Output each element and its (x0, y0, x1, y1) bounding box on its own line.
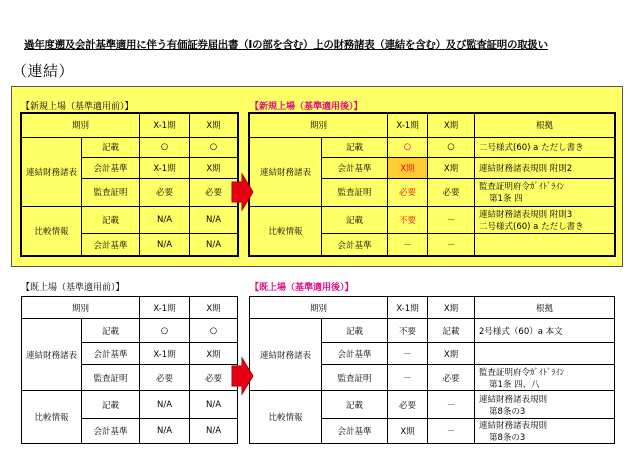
cell-x1: 必要 (140, 178, 190, 206)
cell-x: X期 (190, 158, 238, 179)
header-x: X期 (190, 114, 238, 138)
cell-x: － (428, 234, 475, 256)
listed-before-table (21, 296, 238, 444)
cell-basis (475, 365, 615, 391)
row-item: 監査証明 (82, 365, 140, 391)
cell-x: ○ (190, 137, 238, 158)
row-item: 記載 (322, 137, 388, 158)
listed-after-table (249, 296, 615, 444)
header-x1: X-1期 (388, 297, 428, 319)
cell-x: 必要 (428, 178, 475, 206)
listed-before-label: 【既上場（基準適用前）】 (21, 283, 125, 293)
header-x: X期 (190, 297, 238, 319)
table-row (22, 137, 238, 158)
basis-line-2: 第8条の3 (489, 433, 526, 443)
cell-x1: ○ (140, 319, 190, 343)
header-period: 期別 (22, 114, 140, 138)
cell-basis (475, 419, 615, 444)
cell-basis: 連結財務諸表規則 附則2 (475, 158, 615, 179)
basis-line-1: 連結財務諸表規則 (479, 394, 548, 405)
group-label: 比較情報 (250, 391, 322, 444)
cell-x: 記載 (428, 319, 475, 343)
table-header-row (250, 114, 615, 138)
cell-x1: 必要 (388, 178, 428, 206)
basis-line-2: 第1条 四、八 (489, 379, 540, 390)
cell-x1: 必要 (388, 391, 428, 419)
cell-x: ○ (428, 137, 475, 158)
header-x1: X-1期 (140, 297, 190, 319)
basis-line-1: 監査証明府令ｶﾞｲﾄﾞﾗｲﾝ (479, 367, 565, 378)
group-label: 連結財務諸表 (22, 319, 82, 391)
cell-x: X期 (190, 343, 238, 365)
row-item: 会計基準 (322, 343, 388, 365)
cell-x1: X-1期 (140, 158, 190, 179)
row-item: 記載 (82, 206, 140, 234)
cell-x1-highlight: X期 (388, 158, 428, 179)
table-header-row (250, 297, 615, 319)
header-period: 期別 (250, 114, 388, 138)
group-label: 比較情報 (22, 206, 82, 255)
cell-x: N/A (190, 419, 238, 444)
row-item: 会計基準 (82, 419, 140, 444)
table-row (22, 319, 238, 343)
cell-x: X期 (428, 343, 475, 365)
right-arrow-icon (230, 172, 254, 212)
cell-x: N/A (190, 206, 238, 234)
table-header-row (22, 297, 238, 319)
basis-line-1: 連結財務諸表規則 附則3 (479, 209, 573, 220)
cell-x1: 不要 (388, 319, 428, 343)
cell-x: － (428, 419, 475, 444)
document-title: 過年度遡及会計基準適用に伴う有価証券届出書（Ⅰの部を含む）上の財務諸表（連結を含む）及び監査証明の取扱い (24, 39, 548, 51)
cell-x1: ○ (388, 137, 428, 158)
header-x1: X-1期 (388, 114, 428, 138)
table-row (250, 319, 615, 343)
row-item: 監査証明 (322, 178, 388, 206)
table-header-row (22, 114, 238, 138)
cell-x: N/A (190, 391, 238, 419)
group-label: 比較情報 (22, 391, 82, 444)
cell-x1: ○ (140, 137, 190, 158)
section-subtitle: （連結） (12, 62, 75, 80)
cell-x1: N/A (140, 391, 190, 419)
row-item: 記載 (322, 391, 388, 419)
header-x: X期 (428, 297, 475, 319)
cell-x1: － (388, 234, 428, 256)
basis-line-1: 連結財務諸表規則 (479, 421, 548, 431)
cell-x1: X期 (388, 419, 428, 444)
group-label: 連結財務諸表 (250, 137, 322, 206)
header-x: X期 (428, 114, 475, 138)
row-item: 監査証明 (322, 365, 388, 391)
row-item: 会計基準 (322, 234, 388, 256)
new-before-table (21, 113, 238, 256)
header-basis: 根拠 (475, 114, 615, 138)
new-after-table (249, 113, 615, 256)
table-row (22, 206, 238, 234)
cell-x1: N/A (140, 419, 190, 444)
cell-basis (475, 234, 615, 256)
new-before-label: 【新規上場（基準適用前）】 (21, 102, 134, 112)
header-x1: X-1期 (140, 114, 190, 138)
cell-basis: 二号様式(60) a ただし書き (475, 137, 615, 158)
cell-x1: N/A (140, 206, 190, 234)
row-item: 記載 (322, 319, 388, 343)
cell-x: 必要 (428, 365, 475, 391)
cell-x: － (428, 206, 475, 234)
cell-basis (475, 343, 615, 365)
cell-x: X期 (428, 158, 475, 179)
cell-x1: 不要 (388, 206, 428, 234)
cell-basis (475, 206, 615, 234)
basis-line-2: 第1条 四 (489, 194, 523, 205)
cell-x: N/A (190, 234, 238, 256)
table-row (250, 391, 615, 419)
basis-line-1: 監査証明府令ｶﾞｲﾄﾞﾗｲﾝ (479, 182, 565, 193)
listed-after-label: 【既上場（基準適用後）】 (250, 283, 354, 293)
cell-x1: 必要 (140, 365, 190, 391)
cell-x: 必要 (190, 178, 238, 206)
row-item: 会計基準 (322, 419, 388, 444)
cell-x1: － (388, 365, 428, 391)
header-basis: 根拠 (475, 297, 615, 319)
row-item: 監査証明 (82, 178, 140, 206)
basis-line-2: 第8条の3 (489, 406, 526, 417)
cell-x: ○ (190, 319, 238, 343)
header-period: 期別 (22, 297, 140, 319)
row-item: 会計基準 (82, 234, 140, 256)
cell-x1: X-1期 (140, 343, 190, 365)
header-period: 期別 (250, 297, 388, 319)
group-label: 連結財務諸表 (250, 319, 322, 391)
right-arrow-icon (230, 356, 254, 396)
row-item: 会計基準 (322, 158, 388, 179)
new-after-label: 【新規上場（基準適用後）】 (250, 102, 363, 112)
cell-x: － (428, 391, 475, 419)
row-item: 記載 (82, 319, 140, 343)
basis-line-2: 二号様式(60) a ただし書き (479, 221, 584, 232)
cell-basis (475, 391, 615, 419)
group-label: 連結財務諸表 (22, 137, 82, 206)
cell-x: 必要 (190, 365, 238, 391)
cell-x1: － (388, 343, 428, 365)
row-item: 記載 (82, 391, 140, 419)
row-item: 記載 (322, 206, 388, 234)
row-item: 記載 (82, 137, 140, 158)
cell-basis: 2号様式（60）a 本文 (475, 319, 615, 343)
table-row (250, 137, 615, 158)
row-item: 会計基準 (82, 343, 140, 365)
row-item: 会計基準 (82, 158, 140, 179)
cell-basis (475, 178, 615, 206)
group-label: 比較情報 (250, 206, 322, 255)
table-row (22, 391, 238, 419)
cell-x1: N/A (140, 234, 190, 256)
table-row (250, 206, 615, 234)
